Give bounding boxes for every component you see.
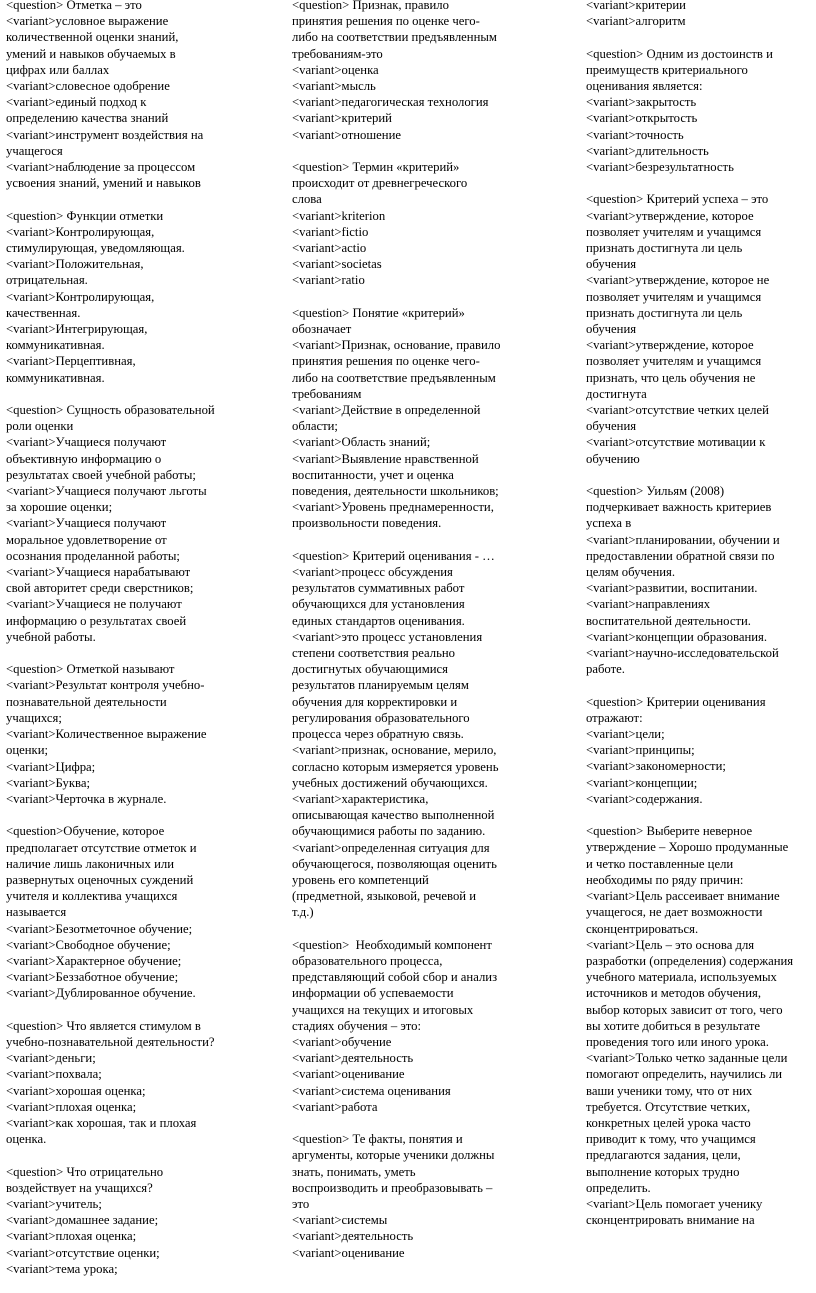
text-line: <variant>наблюдение за процессом — [6, 160, 196, 175]
text-line: образовательного процесса, — [292, 953, 443, 968]
text-line: приводит к тому, что учащимся — [586, 1132, 756, 1147]
text-line: знать, понимать, уметь — [292, 1164, 416, 1179]
question-block — [292, 937, 530, 1115]
text-line: <variant>Перцептивная, — [6, 354, 136, 369]
text-line: качественная. — [6, 305, 81, 320]
question-block — [6, 0, 246, 191]
text-line: ваши ученики тому, что от них — [586, 1083, 753, 1098]
text-line: <variant>Признак, основание, правило — [292, 338, 501, 353]
text-line: <variant>развитии, воспитании. — [586, 581, 758, 596]
text-line: происходит от древнегреческого — [292, 176, 468, 191]
text-line: <variant>оценивание — [292, 1245, 405, 1260]
text-line: позволяет учителям и учащимся — [586, 354, 762, 369]
text-line: достигнутых обучающимися — [292, 662, 448, 677]
text-line: информации об успеваемости — [292, 986, 454, 1001]
text-line: <variant>Учащиеся получают — [6, 435, 167, 450]
text-line: <variant>Контролирующая, — [6, 289, 155, 304]
text-line: определению качества знаний — [6, 111, 169, 126]
text-line: требуется. Отсутствие четких, — [586, 1099, 751, 1114]
text-line: <variant>система оценивания — [292, 1083, 451, 1098]
text-line: <question> Что отрицательно — [6, 1164, 164, 1179]
text-line: называется — [6, 905, 67, 920]
text-line: <question> Те факты, понятия и — [292, 1132, 463, 1147]
text-line: помогают определить, научились ли — [586, 1067, 783, 1082]
text-line: обучения — [586, 257, 637, 272]
text-line: <variant>научно-исследовательской — [586, 646, 779, 661]
text-line: <variant>обучение — [292, 1034, 392, 1049]
text-line: <variant>Цель рассеивает внимание — [586, 889, 780, 904]
text-line: <question> Одним из достоинств и — [586, 46, 773, 61]
question-block — [586, 46, 816, 176]
text-line: предлагаются задания, цели, — [586, 1148, 741, 1163]
text-line: <question> Необходимый компонент — [292, 937, 492, 952]
text-line: <variant>отсутствие четких целей — [586, 403, 769, 418]
column-1 — [6, 0, 246, 1293]
text-line: <variant>тема урока; — [6, 1261, 118, 1276]
text-line: результатах своей учебной работы; — [6, 467, 196, 482]
text-line: стимулирующая, уведомляющая. — [6, 241, 185, 256]
text-line: <variant>планировании, обучении и — [586, 532, 780, 547]
text-line: объективную информацию о — [6, 451, 162, 466]
text-line: <variant>длительность — [586, 143, 709, 158]
text-line: <variant>деятельность — [292, 1051, 414, 1066]
text-line: <variant>похвала; — [6, 1067, 102, 1082]
text-line: <variant>условное выражение — [6, 14, 169, 29]
text-line: <variant>отсутствие оценки; — [6, 1245, 160, 1260]
text-line: <variant>определенная ситуация для — [292, 840, 490, 855]
text-line: <variant>societas — [292, 257, 382, 272]
text-line: воспроизводить и преобразовывать – — [292, 1180, 493, 1195]
text-line: <variant>Количественное выражение — [6, 727, 207, 742]
text-line: учителя и коллектива учащихся — [6, 889, 178, 904]
text-line: воспитательной деятельности. — [586, 613, 751, 628]
text-line: признать достигнута ли цель — [586, 305, 743, 320]
text-line: <variant>Результат контроля учебно- — [6, 678, 205, 693]
text-line: предполагает отсутствие отметок и — [6, 840, 197, 855]
text-line: степени соответствия реально — [292, 646, 456, 661]
text-line: <variant>инструмент воздействия на — [6, 127, 204, 142]
text-line: <variant>Контролирующая, — [6, 224, 155, 239]
text-line: <variant>цели; — [586, 727, 665, 742]
text-line: <variant>Безотметочное обучение; — [6, 921, 193, 936]
text-line: осознания проделанной работы; — [6, 548, 180, 563]
text-line: представляющий собой сбор и анализ — [292, 970, 498, 985]
text-line: <variant>плохая оценка; — [6, 1229, 137, 1244]
text-line: <variant>Учащиеся нарабатывают — [6, 565, 191, 580]
text-line: работе. — [586, 662, 625, 677]
text-line: обучающимися работы по заданию. — [292, 824, 486, 839]
text-line: <variant>Свободное обучение; — [6, 937, 171, 952]
text-line: учебного материала, используемых — [586, 970, 777, 985]
text-line: принятия решения по оценке чего- — [292, 354, 480, 369]
question-block — [292, 159, 530, 289]
text-line: целям обучения. — [586, 565, 676, 580]
text-line: <variant>содержания. — [586, 791, 703, 806]
text-line: <question> Сущность образовательной — [6, 403, 215, 418]
text-line: это — [292, 1196, 310, 1211]
text-line: <variant>Черточка в журнале. — [6, 791, 167, 806]
text-line: <question> Понятие «критерий» — [292, 305, 465, 320]
text-line: области; — [292, 419, 338, 434]
text-line: <variant>открытость — [586, 111, 698, 126]
text-line: принятия решения по оценке чего- — [292, 14, 480, 29]
text-line: <variant>оценивание — [292, 1067, 405, 1082]
text-line: <variant>словесное одобрение — [6, 79, 170, 94]
text-line: <question> Термин «критерий» — [292, 160, 460, 175]
text-line: достигнута — [586, 386, 647, 401]
text-line: требованиям — [292, 386, 362, 401]
text-line: обучающихся для установления — [292, 597, 465, 612]
text-line: обозначает — [292, 322, 352, 337]
text-line: т.д.) — [292, 905, 314, 920]
text-line: <variant>алгоритм — [586, 14, 686, 29]
text-line: <variant>Только четко заданные цели — [586, 1051, 788, 1066]
question-block — [6, 208, 246, 386]
text-line: признать достигнута ли цель — [586, 241, 743, 256]
text-line: <variant>закономерности; — [586, 759, 726, 774]
text-line: <variant>утверждение, которое — [586, 338, 754, 353]
text-line: <variant>мысль — [292, 79, 376, 94]
text-line: результатов планируемым целям — [292, 678, 469, 693]
question-block — [586, 483, 816, 677]
text-line: <variant>деятельность — [292, 1229, 414, 1244]
question-block — [292, 1131, 530, 1261]
text-line: оценивания является: — [586, 79, 703, 93]
text-line: <question> Отметкой называют — [6, 662, 175, 677]
text-line: <variant>Область знаний; — [292, 435, 431, 450]
text-line: <variant>как хорошая, так и плохая — [6, 1115, 197, 1130]
text-line: результатов суммативных работ — [292, 581, 465, 596]
text-line: <variant>Характерное обучение; — [6, 953, 182, 968]
text-line: поведения, деятельности школьников; — [292, 484, 499, 499]
text-line: роли оценки — [6, 419, 74, 434]
text-line: информацию о результатах своей — [6, 613, 187, 628]
text-line: отражают: — [586, 710, 643, 725]
text-line: <variant>единый подход к — [6, 95, 147, 110]
text-line: <variant>системы — [292, 1213, 388, 1228]
text-line: <variant>kriterion — [292, 208, 386, 223]
text-line: признать, что цель обучения не — [586, 370, 756, 385]
text-line: <question> Критерий успеха – это — [586, 192, 769, 207]
text-line: преимуществ критериального — [586, 62, 748, 77]
text-line: <variant>домашнее задание; — [6, 1213, 159, 1228]
text-line: <variant>Уровень преднамеренности, — [292, 500, 494, 515]
text-line: утверждение – Хорошо продуманные — [586, 840, 789, 855]
text-line: <variant>принципы; — [586, 743, 695, 758]
question-block — [6, 1164, 246, 1277]
text-line: <variant>педагогическая технология — [292, 95, 489, 110]
text-line: <variant>утверждение, которое — [586, 208, 754, 223]
text-line: оценка. — [6, 1132, 47, 1147]
text-line: позволяет учителям и учащимся — [586, 289, 762, 304]
text-line: свой авторитет среди сверстников; — [6, 581, 194, 596]
text-line: цифрах или баллах — [6, 62, 110, 77]
text-line: требованиям-это — [292, 46, 383, 61]
text-line: аргументы, которые ученики должны — [292, 1148, 495, 1163]
text-line: <variant>Цифра; — [6, 759, 96, 774]
text-line: <variant>деньги; — [6, 1051, 96, 1066]
text-line: <variant>признак, основание, мерило, — [292, 743, 497, 758]
text-line: учащихся на текущих и итоговых — [292, 1002, 474, 1017]
text-line: вы хотите добиться в результате — [586, 1018, 761, 1033]
text-line: <variant>Положительная, — [6, 257, 144, 272]
text-line: учащегося — [6, 143, 63, 158]
text-line: <variant>Цель – это основа для — [586, 937, 755, 952]
text-line: за хорошие оценки; — [6, 500, 113, 515]
text-line: учащихся; — [6, 710, 62, 725]
question-block — [586, 823, 816, 1228]
text-line: единых стандартов оценивания. — [292, 613, 465, 628]
text-line: <variant>процесс обсуждения — [292, 565, 453, 580]
text-line: <variant>это процесс установления — [292, 629, 483, 644]
text-line: <variant>Учащиеся не получают — [6, 597, 182, 612]
text-line: обучающегося, позволяющая оценить — [292, 856, 497, 871]
text-line: произвольности поведения. — [292, 516, 442, 531]
text-line: <question> Критерий оценивания - … — [292, 548, 495, 563]
text-line: <variant>отношение — [292, 127, 402, 142]
text-line: описывающая качество выполненной — [292, 808, 495, 823]
text-line: <variant>Выявление нравственной — [292, 451, 479, 466]
text-line: разработки (определения) содержания — [586, 953, 794, 968]
text-line: <question> Функции отметки — [6, 208, 164, 223]
question-block — [292, 0, 530, 143]
column-2 — [292, 0, 530, 1277]
text-line: воспитанности, учет и оценка — [292, 467, 454, 482]
text-line: <variant>концепции; — [586, 775, 698, 790]
text-line: учебных достижений обучающихся. — [292, 775, 488, 790]
text-line: <variant>направлениях — [586, 597, 711, 612]
text-line: учебной работы. — [6, 629, 96, 644]
text-line: <variant>оценка — [292, 62, 379, 77]
question-block — [6, 661, 246, 807]
text-line: выбор которых зависит от того, чего — [586, 1002, 783, 1017]
text-line: <variant>закрытость — [586, 95, 697, 110]
text-line: позволяет учителям и учащимся — [586, 224, 762, 239]
text-line: <variant>точность — [586, 127, 684, 142]
text-line: проведения того или иного урока. — [586, 1034, 769, 1049]
text-line: <variant>критерий — [292, 111, 392, 126]
text-line: <variant>Действие в определенной — [292, 403, 481, 418]
text-line: <variant>плохая оценка; — [6, 1099, 137, 1114]
text-line: обучению — [586, 451, 640, 466]
text-line: <variant>Дублированное обучение. — [6, 986, 196, 1001]
text-line: <variant>Буква; — [6, 775, 90, 790]
text-line: выполнение которых трудно — [586, 1164, 740, 1179]
question-block — [292, 305, 530, 532]
text-line: конкретных целей урока часто — [586, 1115, 751, 1130]
question-block — [586, 0, 816, 29]
text-line: <variant>actio — [292, 241, 367, 256]
text-line: <variant>Цель помогает ученику — [586, 1196, 763, 1211]
text-line: <variant>Интегрирующая, — [6, 322, 148, 337]
text-line: <variant>безрезультатность — [586, 160, 734, 175]
text-line: <variant>учитель; — [6, 1196, 102, 1211]
text-line: коммуникативная. — [6, 338, 105, 353]
text-line: <question> Признак, правило — [292, 0, 449, 12]
column-3 — [586, 0, 816, 1245]
text-line: <variant>Беззаботное обучение; — [6, 970, 179, 985]
question-block — [6, 823, 246, 1001]
text-line: стадиях обучения – это: — [292, 1018, 422, 1033]
text-line: <variant>Учащиеся получают — [6, 516, 167, 531]
text-line: предоставлении обратной связи по — [586, 548, 775, 563]
text-line: успеха в — [586, 516, 632, 531]
text-line: учащегося, не дает возможности — [586, 905, 763, 920]
text-line: <variant>характеристика, — [292, 791, 429, 806]
text-line: сконцентрироваться. — [586, 921, 699, 936]
text-line: <question> Что является стимулом в — [6, 1018, 201, 1033]
text-line: определить. — [586, 1180, 651, 1195]
text-line: отрицательная. — [6, 273, 88, 288]
text-line: <variant>хорошая оценка; — [6, 1083, 146, 1098]
text-line: <question>Обучение, которое — [6, 824, 165, 839]
text-line: регулирования образовательного — [292, 710, 470, 725]
text-line: количественной оценки знаний, — [6, 30, 179, 45]
text-line: познавательной деятельности — [6, 694, 167, 709]
question-block — [586, 191, 816, 466]
text-line: <question> Отметка – это — [6, 0, 142, 12]
question-block — [6, 1018, 246, 1148]
text-line: источников и методов обучения, — [586, 986, 761, 1001]
text-line: согласно которым измеряется уровень — [292, 759, 499, 774]
text-line: <question> Критерии оценивания — [586, 694, 766, 709]
text-line: обучения — [586, 419, 637, 434]
text-line: <variant>fictio — [292, 224, 369, 239]
text-line: коммуникативная. — [6, 370, 105, 385]
text-line: обучения для корректировки и — [292, 694, 458, 709]
text-line: процесса через обратную связь. — [292, 727, 464, 742]
text-line: либо на соответствие предъявленным — [292, 370, 496, 385]
question-block — [292, 548, 530, 921]
text-line: обучения — [586, 322, 637, 337]
text-line: <variant>концепции образования. — [586, 629, 768, 644]
text-line: оценки; — [6, 743, 49, 758]
text-line: сконцентрировать внимание на — [586, 1213, 755, 1228]
text-line: наличие лишь лаконичных или — [6, 856, 175, 871]
text-line: <variant>критерии — [586, 0, 686, 12]
text-line: <variant>ratio — [292, 273, 365, 288]
question-block — [586, 694, 816, 807]
text-line: <variant>отсутствие мотивации к — [586, 435, 766, 450]
text-line: уровень его компетенций — [292, 872, 429, 887]
text-line: воздействует на учащихся? — [6, 1180, 153, 1195]
text-line: <variant>Учащиеся получают льготы — [6, 484, 207, 499]
text-line: либо на соответствии предъявленным — [292, 30, 497, 45]
text-line: <question> Выберите неверное — [586, 824, 753, 839]
question-block — [6, 402, 246, 645]
text-line: подчеркивает важность критериев — [586, 500, 772, 515]
text-line: моральное удовлетворение от — [6, 532, 167, 547]
text-line: умений и навыков обучаемых в — [6, 46, 176, 61]
text-line: учебно-познавательной деятельности? — [6, 1034, 215, 1049]
text-line: усвоения знаний, умений и навыков — [6, 176, 201, 191]
text-line: слова — [292, 192, 322, 207]
text-line: развернутых оценочных суждений — [6, 872, 194, 887]
text-line: (предметной, языковой, речевой и — [292, 889, 477, 904]
text-line: необходимы по ряду причин: — [586, 872, 744, 887]
text-line: <variant>утверждение, которое не — [586, 273, 770, 288]
text-line: <variant>работа — [292, 1099, 378, 1114]
text-line: <question> Уильям (2008) — [586, 484, 725, 499]
text-line: и четко поставленные цели — [586, 856, 734, 871]
